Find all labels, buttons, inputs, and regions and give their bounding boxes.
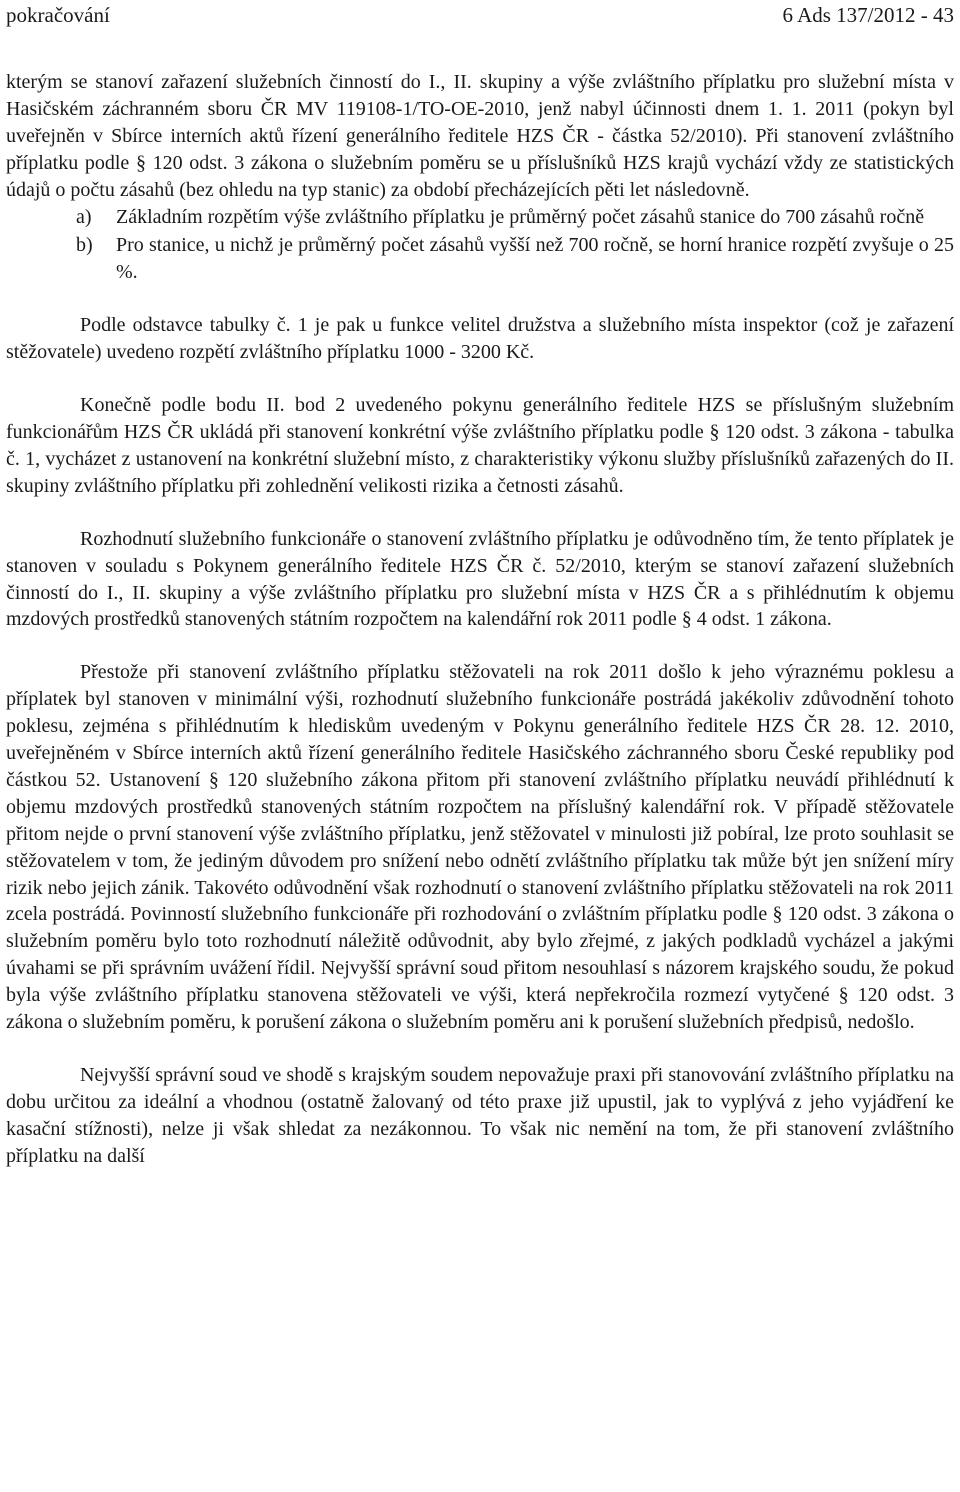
list-marker-a: a) [76,205,92,228]
list-item [6,204,954,231]
header-case-number: 6 Ads 137/2012 - 43 [782,3,954,27]
list-item-text-a: Základním rozpětím výše zvláštního příplatku je průměrný počet zásahů stanice do 700 zásahů ročně [116,205,925,228]
paragraph-3: Konečně podle bodu II. bod 2 uvedeného pokynu generálního ředitele HZS se příslušným služebním funkcionářům HZS ČR ukládá při stanovení konkrétní výše zvláštního příplatku podle § 120 odst. 3 zákona - tabulka č. 1, vycházet z ustanovení na konkrétní služební místo, z charakteristiky výkonu služby příslušníků zařazených do II. skupiny zvláštního příplatku při zohlednění velikosti rizika a četnosti zásahů. [6,394,954,497]
paragraph-1: kterým se stanoví zařazení služebních činností do I., II. skupiny a výše zvláštního příplatku pro služební místa v Hasičském záchranném sboru ČR MV 119108-1/TO-OE-2010, jenž nabyl účinnosti dnem 1. 1. 2011 (pokyn byl uveřejněn v Sbírce interních aktů řízení generálního ředitele HZS ČR - částka 52/2010). Při stanovení zvláštního příplatku podle § 120 odst. 3 zákona o služebním poměru se u příslušníků HZS krajů vychází vždy ze statistických údajů o počtu zásahů (bez ohledu na typ stanic) za období přecházejících pěti let následovně. [6,71,954,201]
rules-list [6,204,954,287]
page-header [6,0,954,30]
paragraph-5: Přestože při stanovení zvláštního příplatku stěžovateli na rok 2011 došlo k jeho výraznému poklesu a příplatek byl stanoven v minimální výši, rozhodnutí služebního funkcionáře postrádá jakékoliv zdůvodnění tohoto poklesu, zejména s přihlédnutím k hlediskům uvedeným v Pokynu generálního ředitele HZS ČR 28. 12. 2010, uveřejněném v Sbírce interních aktů řízení generálního ředitele Hasičského záchranného sboru České republiky pod částkou 52. Ustanovení § 120 služebního zákona přitom při stanovení zvláštního příplatku neuvádí přihlédnutí k objemu mzdových prostředků stanovených státním rozpočtem na příslušný kalendářní rok. V případě stěžovatele přitom nejde o první stanovení výše zvláštního příplatku, jenž stěžovatel v minulosti již pobíral, lze proto souhlasit se stěžovatelem v tom, že jediným důvodem pro snížení nebo odnětí zvláštního příplatku tak může být jen snížení míry rizik nebo jejich zánik. Takovéto odůvodnění však rozhodnutí o stanovení zvláštního příplatku stěžovateli na rok 2011 zcela postrádá. Povinností služebního funkcionáře při rozhodování o zvláštním příplatku podle § 120 odst. 3 zákona o služebním poměru bylo toto rozhodnutí náležitě odůvodnit, aby bylo zřejmé, z jakých podkladů vycházel a jakými úvahami se při správním uvážení řídil. Nejvyšší správní soud přitom nesouhlasí s názorem krajského soudu, že pokud byla výše zvláštního příplatku stanovena stěžovateli ve výši, která nepřekročila rozmezí vytyčené § 120 odst. 3 zákona o služebním poměru, k porušení zákona o služebním poměru ani k porušení služebních předpisů, nedošlo. [6,661,954,1034]
paragraph-2: Podle odstavce tabulky č. 1 je pak u funkce velitel družstva a služebního místa inspektor (což je zařazení stěžovatele) uvedeno rozpětí zvláštního příplatku 1000 - 3200 Kč. [6,314,954,364]
header-continuation-label: pokračování [6,3,110,27]
list-item [6,232,954,286]
list-marker-b: b) [76,234,93,257]
list-item-text-b: Pro stanice, u nichž je průměrný počet zásahů vyšší než 700 ročně, se horní hranice rozpětí zvyšuje o 25 %. [116,234,954,284]
paragraph-4: Rozhodnutí služebního funkcionáře o stanovení zvláštního příplatku je odůvodněno tím, že tento příplatek je stanoven v souladu s Pokynem generálního ředitele HZS ČR č. 52/2010, kterým se stanoví zařazení služebních činností do I., II. skupiny a výše zvláštního příplatku pro služební místa v HZS ČR a s přihlédnutím k objemu mzdových prostředků stanovených státním rozpočtem na kalendářní rok 2011 podle § 4 odst. 1 zákona. [6,527,954,631]
paragraph-6: Nejvyšší správní soud ve shodě s krajským soudem nepovažuje praxi při stanovování zvláštního příplatku na dobu určitou za ideální a vhodnou (ostatně žalovaný od této praxe již upustil, jak to vyplývá z jeho vyjádření ke kasační stížnosti), nelze ji však shledat za nezákonnou. To však nic nemění na tom, že při stanovení zvláštního příplatku na další [6,1064,954,1167]
